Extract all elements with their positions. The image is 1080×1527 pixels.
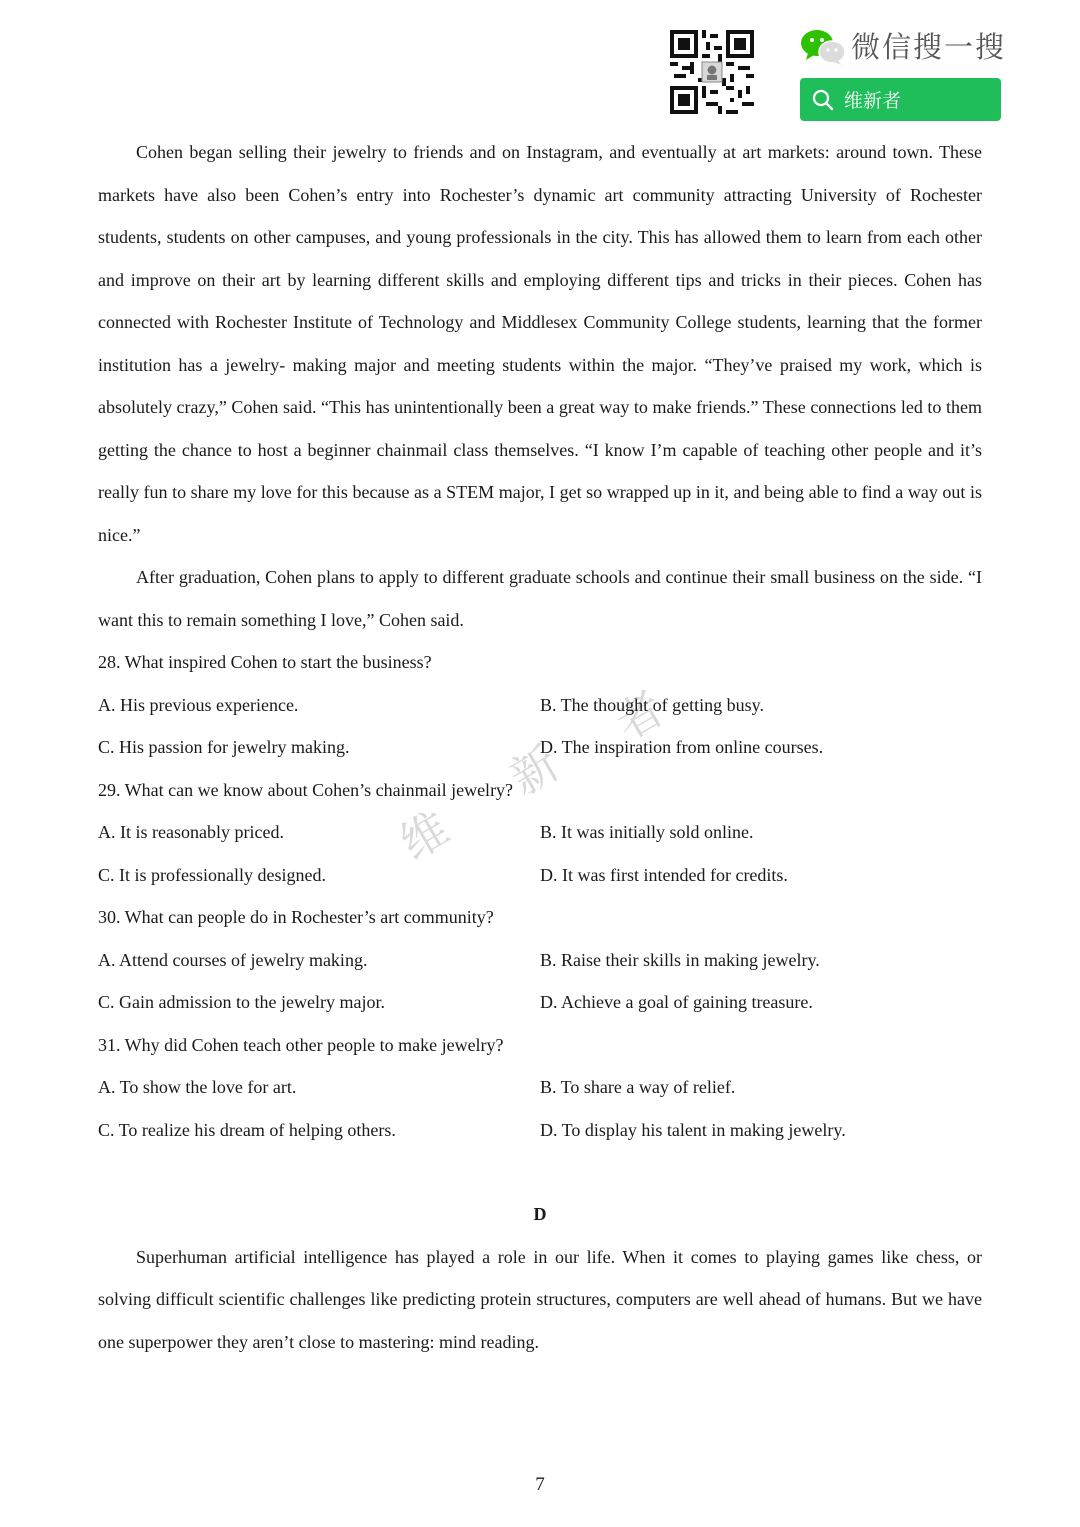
option-b: B. To share a way of relief. [540, 1077, 736, 1097]
question-29 [98, 769, 982, 897]
page-number: 7 [535, 1474, 545, 1495]
option-d: D. The inspiration from online courses. [540, 737, 824, 757]
passage-paragraph: Cohen began selling their jewelry to friends and on Instagram, and eventually at art markets: around town. These markets have also been Cohen’s entry into Rochester’s dynamic art community attracting University of Rochester students, students on other campuses, and young professionals in the city. This has allowed them to learn from each other and improve on their art by learning different skills and employing different tips and tricks in their pieces. Cohen has connected with Rochester Institute of Technology and Middlesex Community College students, learning that the former institution has a jewelry- making major and meeting students within the major. “They’ve praised my work, which is absolutely crazy,” Cohen said. “This has unintentionally been a great way to make friends.” These connections led to them getting the chance to host a beginner chainmail class themselves. “I know I’m capable of teaching other people and it’s really fun to share my love for this because as a STEM major, I get so wrapped up in it, and being able to find a way out is nice.” [98, 142, 982, 545]
option-list [98, 939, 982, 1024]
document-body [98, 131, 982, 1363]
option-list [98, 811, 982, 896]
option-c: C. His passion for jewelry making. [98, 737, 350, 757]
question-stem: 29. What can we know about Cohen’s chainmail jewelry? [98, 779, 514, 800]
watermark-char: 新 [501, 735, 568, 806]
question-stem: 30. What can people do in Rochester’s art community? [98, 907, 494, 927]
option-b: B. Raise their skills in making jewelry. [540, 949, 820, 970]
question-stem: 28. What inspired Cohen to start the business? [98, 652, 432, 672]
option-d: D. It was first intended for credits. [540, 864, 788, 885]
option-list [98, 684, 982, 769]
watermark-char: 者 [606, 680, 673, 751]
section-heading: D [533, 1204, 547, 1224]
search-button[interactable] [800, 78, 1001, 121]
option-d: D. To display his talent in making jewelry. [540, 1119, 846, 1140]
question-31 [98, 1024, 982, 1152]
question-stem: 31. Why did Cohen teach other people to make jewelry? [98, 1034, 504, 1055]
question-30 [98, 896, 982, 1024]
option-a: A. To show the love for art. [98, 1077, 297, 1097]
option-a: A. It is reasonably priced. [98, 822, 284, 842]
option-c: C. It is professionally designed. [98, 864, 326, 885]
passage-paragraph: After graduation, Cohen plans to apply to different graduate schools and continue their small business on the side. “I want this to remain something I love,” Cohen said. [98, 567, 982, 630]
search-text: 维新者 [844, 90, 902, 112]
option-c: C. Gain admission to the jewelry major. [98, 992, 385, 1012]
option-a: A. His previous experience. [98, 694, 299, 715]
option-b: B. The thought of getting busy. [540, 694, 764, 715]
option-b: B. It was initially sold online. [540, 822, 754, 842]
page-header [0, 0, 1080, 130]
option-a: A. Attend courses of jewelry making. [98, 949, 368, 970]
option-c: C. To realize his dream of helping others. [98, 1119, 396, 1140]
qr-code[interactable] [670, 30, 754, 114]
watermark-char: 维 [391, 800, 458, 871]
wechat-search-title: 微信搜一搜 [851, 30, 1007, 64]
passage-paragraph: Superhuman artificial intelligence has played a role in our life. When it comes to playing games like chess, or solving difficult scientific challenges like predicting protein structures, computers are well ahead of humans. But we have one superpower they aren’t close to mastering: mind reading. [98, 1246, 982, 1352]
wechat-icon [800, 28, 846, 66]
search-icon [812, 89, 834, 111]
option-d: D. Achieve a goal of gaining treasure. [540, 992, 813, 1012]
option-list [98, 1066, 982, 1151]
question-28 [98, 641, 982, 769]
